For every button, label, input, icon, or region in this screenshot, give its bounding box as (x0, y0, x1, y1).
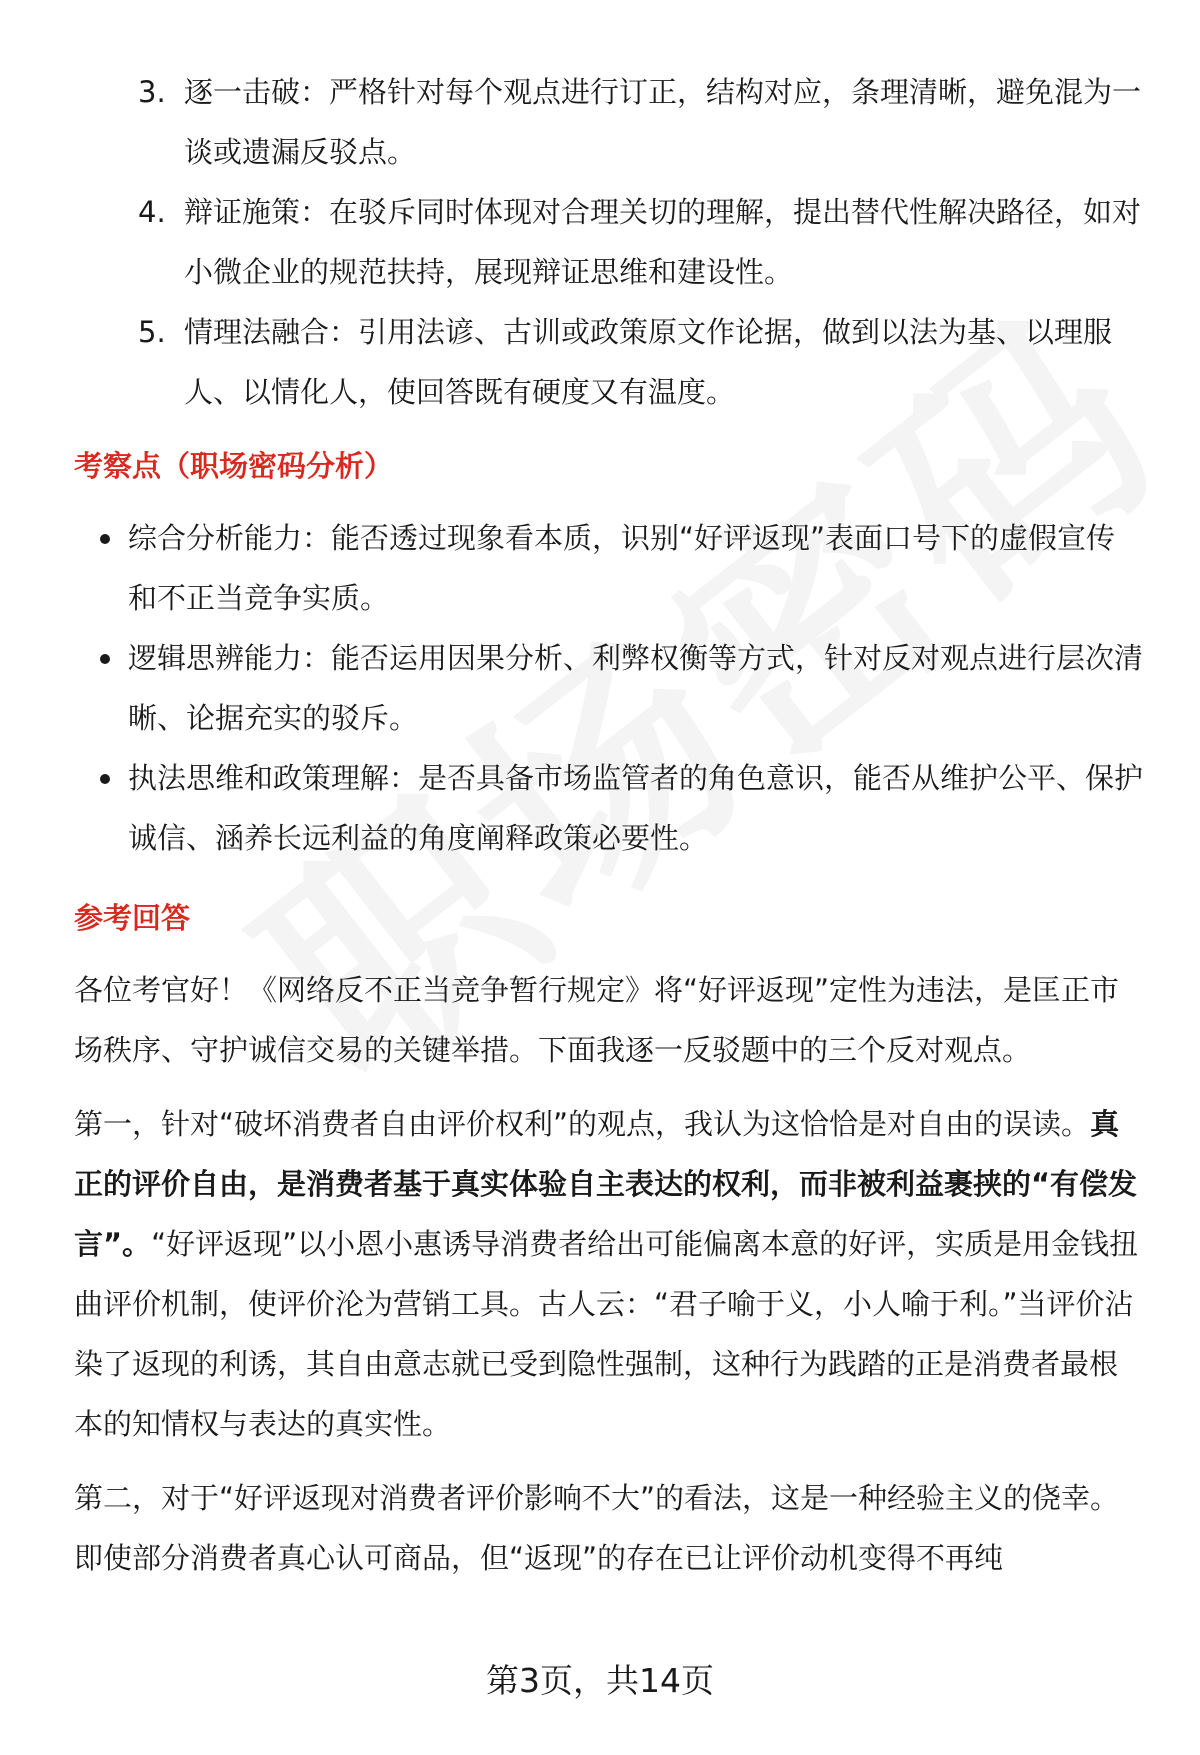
bullet-item (74, 508, 1144, 628)
bullet-text: 执法思维和政策理解：是否具备市场监管者的角色意识，能否从维护公平、保护诚信、涵养长远利益的角度阐释政策必要性。 (128, 761, 1144, 855)
list-text: 情理法融合：引用法谚、古训或政策原文作论据，做到以法为基、以理服人、以情化人，使回答既有硬度又有温度。 (184, 315, 1113, 409)
section-heading-answer: 参考回答 (74, 901, 191, 935)
page-footer: 第3页，共14页 (486, 1661, 714, 1700)
list-item (74, 62, 1144, 182)
section-heading-exam: 考察点（职场密码分析） (74, 449, 394, 483)
answer-paragraph-1 (74, 1094, 1144, 1454)
answer-intro: 各位考官好！《网络反不正当竞争暂行规定》将“好评返现”定性为违法，是匡正市场秩序、守护诚信交易的关键举措。下面我逐一反驳题中的三个反对观点。 (74, 973, 1120, 1067)
bullet-item (74, 748, 1144, 868)
list-text: 辩证施策：在驳斥同时体现对合理关切的理解，提出替代性解决路径，如对小微企业的规范扶持，展现辩证思维和建设性。 (184, 195, 1142, 289)
bullet-icon (100, 534, 110, 544)
para1-bold-statement: 真正的评价自由，是消费者基于真实体验自主表达的权利，而非被利益裹挟的“有偿发言”。 (74, 1107, 1138, 1261)
para1-body: “好评返现”以小恩小惠诱导消费者给出可能偏离本意的好评，实质是用金钱扭曲评价机制，使评价沦为营销工具。古人云：“君子喻于义，小人喻于利。”当评价沾染了返现的利诱，其自由意志就已受到隐性强制，这种行为践踏的正是消费者最根本的知情权与表达的真实性。 (74, 1227, 1139, 1441)
numbered-list (74, 62, 1144, 422)
bullet-icon (100, 654, 110, 664)
list-number: 5. (138, 315, 166, 349)
bullet-icon (100, 774, 110, 784)
list-number: 4. (138, 195, 166, 229)
bullet-text: 综合分析能力：能否透过现象看本质，识别“好评返现”表面口号下的虚假宣传和不正当竞争实质。 (128, 521, 1116, 615)
para1-lead: 第一，针对“破坏消费者自由评价权利”的观点，我认为这恰恰是对自由的误读。 (74, 1107, 1091, 1141)
list-text: 逐一击破：严格针对每个观点进行订正，结构对应，条理清晰，避免混为一谈或遗漏反驳点。 (184, 75, 1142, 169)
document-page (74, 62, 1144, 1588)
answer-paragraph-2: 第二，对于“好评返现对消费者评价影响不大”的看法，这是一种经验主义的侥幸。即使部分消费者真心认可商品，但“返现”的存在已让评价动机变得不再纯 (74, 1481, 1120, 1575)
list-number: 3. (138, 75, 166, 109)
bullet-item (74, 628, 1144, 748)
list-item (74, 182, 1144, 302)
list-item (74, 302, 1144, 422)
bullet-text: 逻辑思辨能力：能否运用因果分析、利弊权衡等方式，针对反对观点进行层次清晰、论据充实的驳斥。 (128, 641, 1144, 735)
exam-bullet-list (74, 508, 1144, 868)
